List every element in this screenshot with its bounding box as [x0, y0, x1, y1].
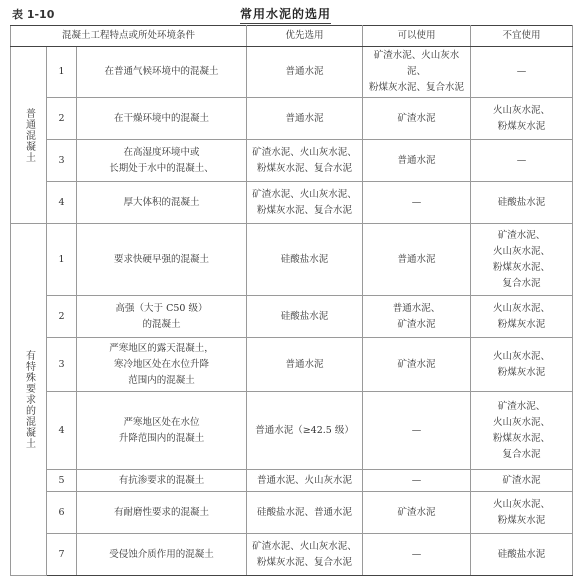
- preferred-cell-line: 硅酸盐水泥: [280, 310, 329, 322]
- condition-cell: [77, 140, 247, 182]
- unsuitable-cell-line: —: [516, 66, 527, 77]
- unsuitable-cell-line: 矿渣水泥: [502, 474, 541, 486]
- group-label-cell: [11, 224, 47, 576]
- usable-cell-line: 矿渣水泥、火山灰水泥、: [373, 50, 460, 77]
- header-preferred: 优先选用: [247, 26, 363, 47]
- table-row: [11, 182, 573, 224]
- preferred-cell-line: 普通水泥（≥42.5 级）: [255, 424, 354, 436]
- usable-cell-line: 普通水泥: [397, 154, 436, 166]
- header-unsuitable: 不宜使用: [471, 26, 573, 47]
- unsuitable-cell-line: 矿渣水泥、: [497, 229, 546, 241]
- preferred-cell-line: 粉煤灰水泥、复合水泥: [257, 204, 353, 216]
- condition-cell-line: 在干燥环境中的混凝土: [114, 112, 210, 124]
- preferred-cell: [247, 47, 363, 98]
- row-number: 2: [47, 296, 77, 338]
- table-row: [11, 392, 573, 470]
- unsuitable-cell: [471, 492, 573, 534]
- usable-cell: [363, 98, 471, 140]
- condition-cell-line: 高强（大于 C50 级）: [115, 302, 208, 314]
- preferred-cell-line: 矿渣水泥、火山灰水泥、: [252, 540, 357, 552]
- unsuitable-cell-line: 硅酸盐水泥: [497, 548, 546, 560]
- group-label: 有特殊要求的混凝土: [23, 350, 35, 449]
- cement-selection-table: [10, 25, 573, 576]
- condition-cell: [77, 492, 247, 534]
- row-number: 3: [47, 140, 77, 182]
- unsuitable-cell-line: 火山灰水泥、: [493, 416, 551, 428]
- condition-cell: [77, 224, 247, 296]
- table-row: [11, 492, 573, 534]
- unsuitable-cell-line: 复合水泥: [502, 277, 541, 289]
- unsuitable-cell: [471, 296, 573, 338]
- unsuitable-cell-line: —: [516, 154, 527, 166]
- unsuitable-cell-line: 粉煤灰水泥: [497, 514, 546, 526]
- unsuitable-cell-line: 火山灰水泥、: [493, 104, 551, 116]
- row-number: 4: [47, 392, 77, 470]
- preferred-cell-line: 普通水泥: [285, 112, 324, 124]
- condition-cell-line: 受侵蚀介质作用的混凝土: [109, 548, 214, 560]
- usable-cell: [363, 470, 471, 492]
- unsuitable-cell: [471, 182, 573, 224]
- row-number: 1: [47, 224, 77, 296]
- usable-cell-line: 普通水泥: [397, 253, 436, 265]
- usable-cell-line: 矿渣水泥: [397, 318, 436, 330]
- preferred-cell: [247, 338, 363, 392]
- condition-cell-line: 升降范围内的混凝土: [118, 432, 205, 444]
- usable-cell-line: —: [411, 548, 422, 560]
- condition-cell-line: 的混凝土: [142, 318, 181, 330]
- table-row: [11, 47, 573, 98]
- condition-cell: [77, 296, 247, 338]
- usable-cell: [363, 392, 471, 470]
- row-number: 1: [47, 47, 77, 98]
- usable-cell-line: 矿渣水泥: [397, 358, 436, 370]
- header-condition: 混凝土工程特点或所处环境条件: [11, 26, 247, 47]
- usable-cell-line: —: [411, 424, 422, 436]
- unsuitable-cell-line: 粉煤灰水泥: [497, 120, 546, 132]
- unsuitable-cell: [471, 98, 573, 140]
- table-row: [11, 470, 573, 492]
- row-number: 5: [47, 470, 77, 492]
- unsuitable-cell-line: 粉煤灰水泥: [497, 366, 546, 378]
- header-row: [11, 26, 573, 47]
- condition-cell: [77, 534, 247, 576]
- usable-cell-line: —: [411, 196, 422, 208]
- unsuitable-cell: [471, 224, 573, 296]
- preferred-cell: [247, 224, 363, 296]
- unsuitable-cell: [471, 470, 573, 492]
- condition-cell: [77, 470, 247, 492]
- usable-cell-line: —: [411, 474, 422, 486]
- row-number: 3: [47, 338, 77, 392]
- condition-cell-line: 严寒地区处在水位: [123, 416, 200, 428]
- preferred-cell: [247, 182, 363, 224]
- unsuitable-cell: [471, 140, 573, 182]
- table-number: 表 1-10: [12, 8, 55, 21]
- usable-cell: [363, 182, 471, 224]
- unsuitable-cell-line: 粉煤灰水泥、: [493, 261, 551, 273]
- preferred-cell: [247, 296, 363, 338]
- usable-cell-line: 普通水泥、: [392, 302, 441, 314]
- condition-cell-line: 长期处于水中的混凝土、: [109, 162, 214, 174]
- preferred-cell: [247, 98, 363, 140]
- condition-cell-line: 严寒地区的露天混凝土，: [109, 342, 214, 354]
- preferred-cell-line: 普通水泥: [285, 66, 324, 77]
- table-caption: [0, 4, 576, 24]
- unsuitable-cell: [471, 392, 573, 470]
- condition-cell: [77, 338, 247, 392]
- preferred-cell: [247, 534, 363, 576]
- usable-cell-line: 矿渣水泥: [397, 506, 436, 518]
- preferred-cell: [247, 492, 363, 534]
- unsuitable-cell: [471, 338, 573, 392]
- condition-cell-line: 在普通气候环境中的混凝土: [104, 66, 219, 77]
- preferred-cell-line: 粉煤灰水泥、复合水泥: [257, 162, 353, 174]
- preferred-cell: [247, 140, 363, 182]
- unsuitable-cell-line: 复合水泥: [502, 448, 541, 460]
- unsuitable-cell-line: 粉煤灰水泥、: [493, 432, 551, 444]
- row-number: 7: [47, 534, 77, 576]
- table-row: [11, 296, 573, 338]
- usable-cell: [363, 140, 471, 182]
- usable-cell: [363, 492, 471, 534]
- preferred-cell: [247, 470, 363, 492]
- condition-cell: [77, 98, 247, 140]
- preferred-cell-line: 硅酸盐水泥、普通水泥: [257, 506, 353, 518]
- condition-cell-line: 在高湿度环境中或: [123, 146, 200, 158]
- table-row: [11, 140, 573, 182]
- usable-cell: [363, 296, 471, 338]
- table-row: [11, 224, 573, 296]
- condition-cell: [77, 392, 247, 470]
- usable-cell: [363, 534, 471, 576]
- condition-cell-line: 有耐磨性要求的混凝土: [114, 506, 210, 518]
- preferred-cell-line: 矿渣水泥、火山灰水泥、: [252, 146, 357, 158]
- preferred-cell-line: 普通水泥: [285, 358, 324, 370]
- usable-cell: [363, 224, 471, 296]
- row-number: 2: [47, 98, 77, 140]
- preferred-cell-line: 粉煤灰水泥、复合水泥: [257, 556, 353, 568]
- usable-cell: [363, 47, 471, 98]
- group-label: 普通混凝土: [23, 107, 35, 163]
- preferred-cell-line: 普通水泥、火山灰水泥: [257, 474, 353, 486]
- table-row: [11, 338, 573, 392]
- preferred-cell-line: 硅酸盐水泥: [280, 253, 329, 265]
- table-title: 常用水泥的选用: [240, 5, 331, 24]
- preferred-cell: [247, 392, 363, 470]
- row-number: 6: [47, 492, 77, 534]
- unsuitable-cell-line: 粉煤灰水泥: [497, 318, 546, 330]
- condition-cell-line: 要求快硬早强的混凝土: [114, 253, 210, 265]
- group-label-cell: [11, 47, 47, 224]
- unsuitable-cell-line: 矿渣水泥、: [497, 400, 546, 412]
- condition-cell: [77, 47, 247, 98]
- condition-cell-line: 厚大体积的混凝土: [123, 196, 200, 208]
- unsuitable-cell-line: 火山灰水泥、: [493, 350, 551, 362]
- unsuitable-cell-line: 火山灰水泥、: [493, 498, 551, 510]
- unsuitable-cell-line: 火山灰水泥、: [493, 302, 551, 314]
- table-row: [11, 534, 573, 576]
- preferred-cell-line: 矿渣水泥、火山灰水泥、: [252, 188, 357, 200]
- table-row: [11, 98, 573, 140]
- condition-cell-line: 范围内的混凝土: [128, 374, 195, 386]
- usable-cell-line: 矿渣水泥: [397, 112, 436, 124]
- usable-cell-line: 粉煤灰水泥、复合水泥: [369, 82, 465, 93]
- condition-cell: [77, 182, 247, 224]
- unsuitable-cell: [471, 534, 573, 576]
- unsuitable-cell-line: 硅酸盐水泥: [497, 196, 546, 208]
- usable-cell: [363, 338, 471, 392]
- header-usable: 可以使用: [363, 26, 471, 47]
- table-body: [11, 47, 573, 576]
- condition-cell-line: 有抗渗要求的混凝土: [118, 474, 205, 486]
- unsuitable-cell-line: 火山灰水泥、: [493, 245, 551, 257]
- condition-cell-line: 寒冷地区处在水位升降: [114, 358, 210, 370]
- row-number: 4: [47, 182, 77, 224]
- unsuitable-cell: [471, 47, 573, 98]
